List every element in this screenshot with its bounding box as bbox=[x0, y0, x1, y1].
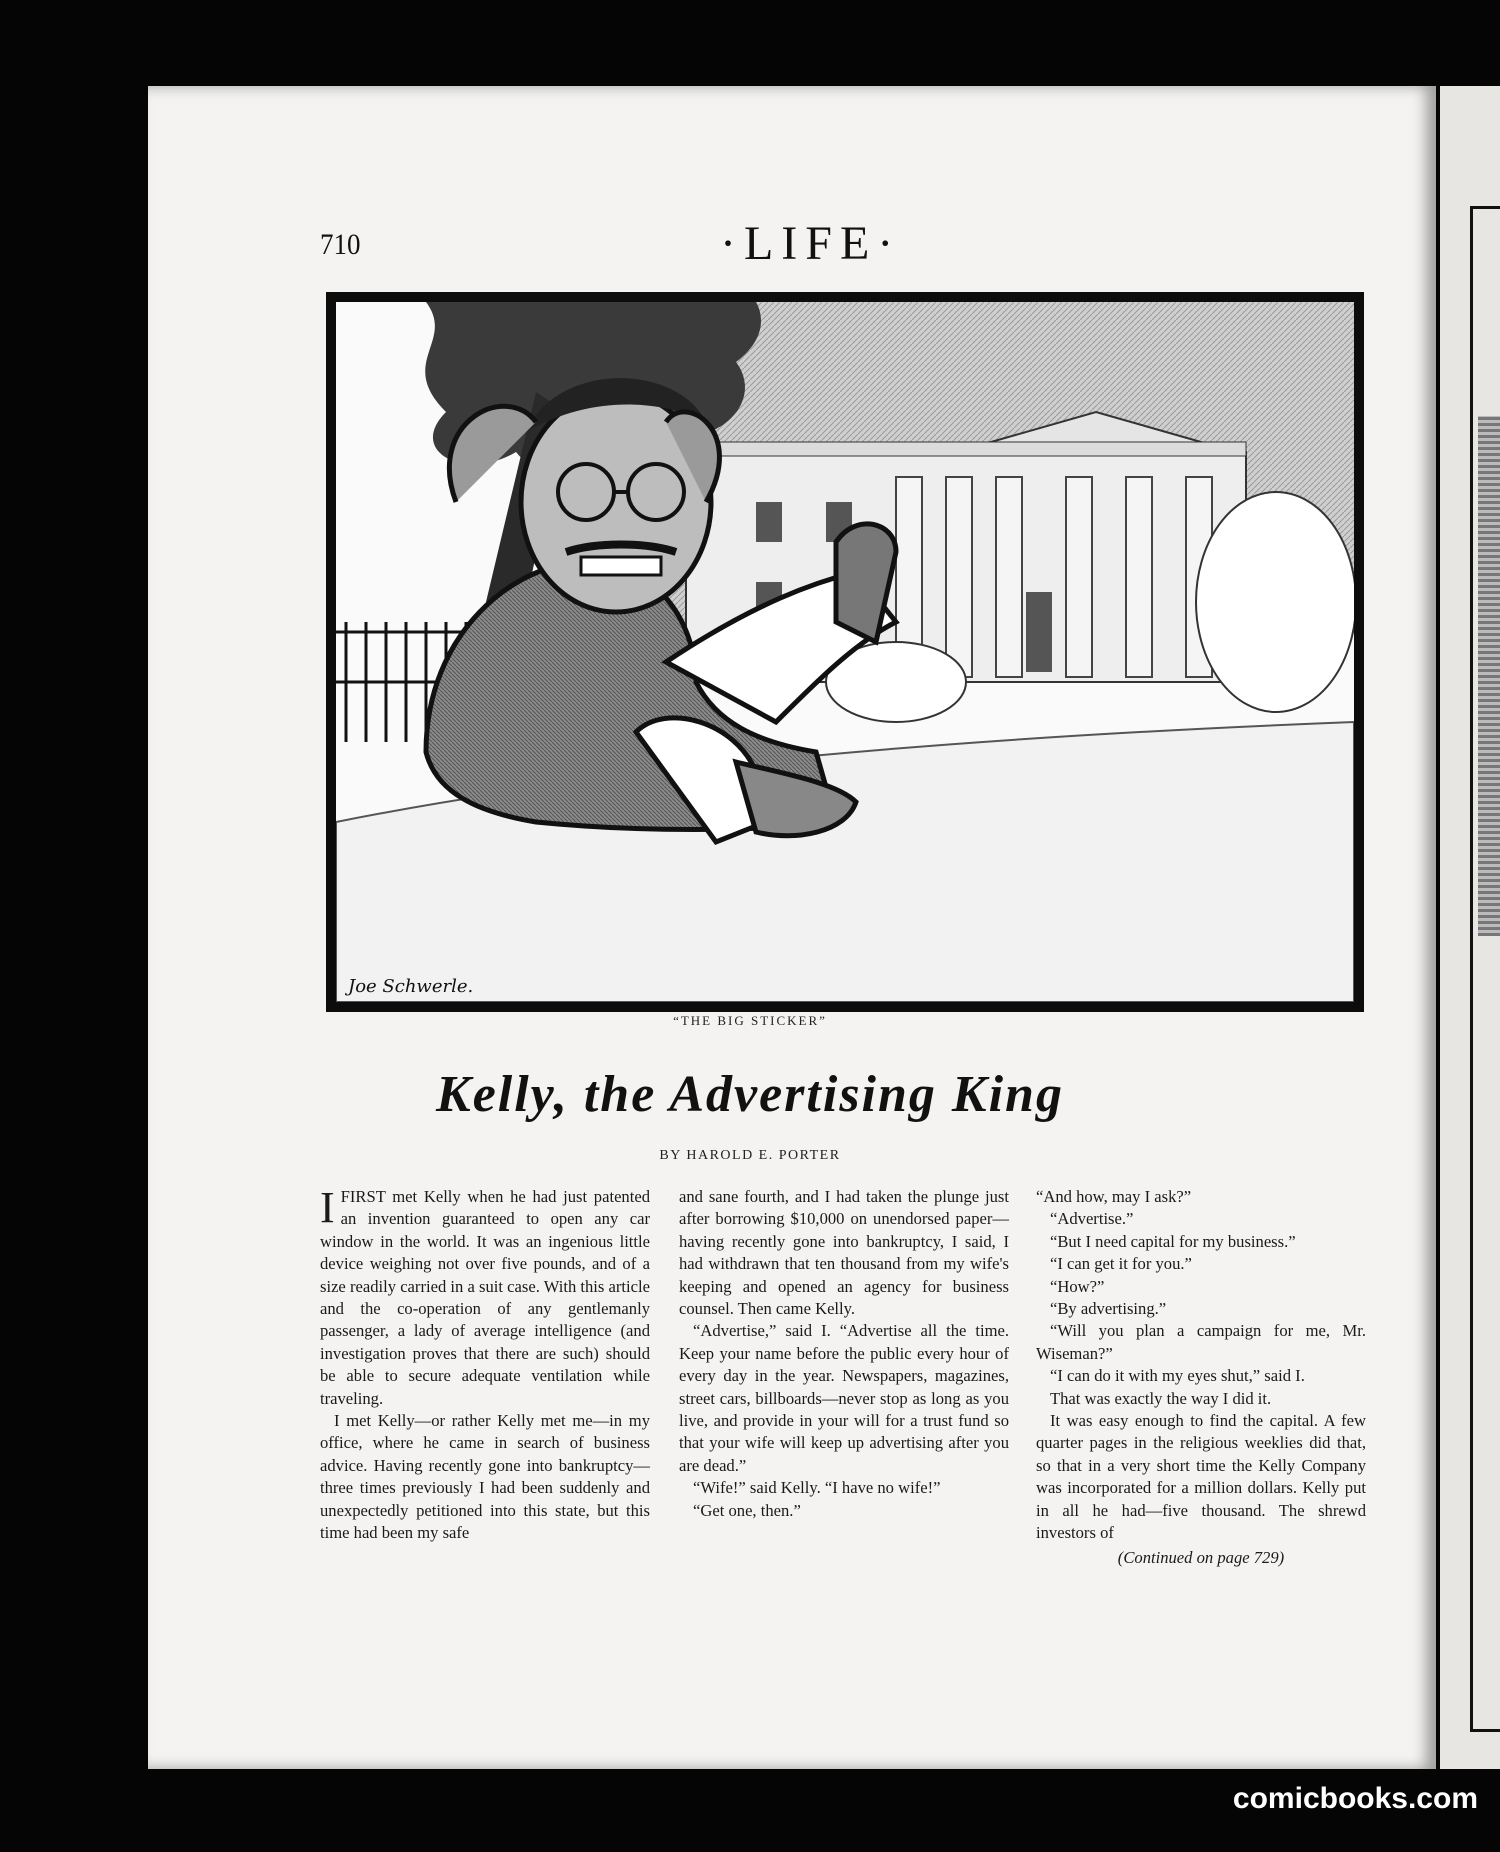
masthead: ·LIFE· bbox=[720, 217, 902, 270]
artist-signature: Joe Schwerle. bbox=[348, 976, 474, 997]
article-title: Kelly, the Advertising King bbox=[436, 1066, 1064, 1123]
paragraph bbox=[320, 1183, 650, 1410]
paragraph: “I can do it with my eyes shut,” said I. bbox=[1050, 1366, 1305, 1386]
article-column-3 bbox=[1036, 1186, 1366, 1569]
paragraph-text: FIRST met Kelly when he had just patented an invention guaranteed to open any car window in the world. It was an ingenious little device weighing not over five pounds, and of a size readily carried in a suit case. With this article and the co-operation of any gentlemanly passenger, a lady of average intelligence (and investigation proves that there are such) should be able to secure adequate ventilation while traveling. bbox=[320, 1187, 650, 1408]
drop-cap: I bbox=[320, 1183, 335, 1232]
cartoon-illustration bbox=[326, 292, 1364, 1012]
adjacent-page-edge bbox=[1440, 86, 1500, 1769]
paragraph: “Wife!” said Kelly. “I have no wife!” bbox=[693, 1478, 941, 1498]
paragraph: and sane fourth, and I had taken the plunge just after borrowing $10,000 on unendorsed paper—having recently gone into bankruptcy, I said, I had withdrawn that ten thousand from my wife's keeping and opened an agency for business counsel. Then came Kelly. bbox=[679, 1187, 1009, 1319]
paragraph: “But I need capital for my business.” bbox=[1050, 1231, 1296, 1251]
site-watermark: comicbooks.com bbox=[1232, 1782, 1478, 1815]
adjacent-page-illustration bbox=[1478, 416, 1500, 936]
paragraph: “Will you plan a campaign for me, Mr. Wiseman?” bbox=[1036, 1321, 1366, 1363]
article-column-2 bbox=[679, 1186, 1009, 1522]
paragraph: “I can get it for you.” bbox=[1050, 1254, 1192, 1274]
paragraph: “Advertise,” said I. “Advertise all the time. Keep your name before the public every hour of every day in the year. Newspapers, magazines, street cars, billboards—never stop as long as you live, and provide in your will for a trust fund so that your wife will keep up advertising after you are dead.” bbox=[679, 1321, 1009, 1475]
paragraph: “By advertising.” bbox=[1050, 1299, 1167, 1319]
illustration-caption: “THE BIG STICKER” bbox=[673, 1013, 827, 1028]
cartoon-drawing bbox=[336, 302, 1354, 1002]
paragraph: I met Kelly—or rather Kelly met me—in my office, where he came in search of business advice. Having recently gone into bankruptcy—three times previously I had been suddenly and unexpectedly petitioned into this state, but this time had been my safe bbox=[320, 1411, 650, 1543]
paragraph: “How?” bbox=[1050, 1276, 1105, 1296]
article-byline: BY HAROLD E. PORTER bbox=[659, 1148, 841, 1163]
paragraph: “Advertise.” bbox=[1050, 1209, 1134, 1229]
paragraph: “Get one, then.” bbox=[693, 1500, 801, 1520]
paragraph: “And how, may I ask?” bbox=[1036, 1187, 1192, 1206]
article-column-1 bbox=[320, 1183, 650, 1545]
continued-notice: (Continued on page 729) bbox=[1117, 1547, 1285, 1567]
page-number: 710 bbox=[320, 228, 361, 261]
paragraph: It was easy enough to find the capital. A few quarter pages in the religious weeklies did that, so that in a very short time the Kelly Company was incorporated for a million dollars. Kelly put in all he had—five thousand. The shrewd investors of bbox=[1036, 1411, 1366, 1543]
paragraph: That was exactly the way I did it. bbox=[1050, 1388, 1272, 1408]
shrub-right bbox=[1196, 492, 1354, 712]
